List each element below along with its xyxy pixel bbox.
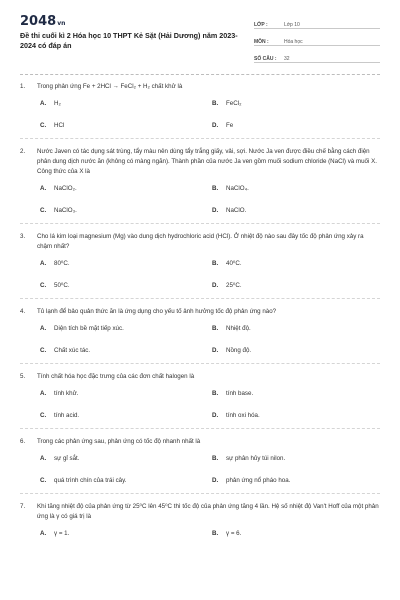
option-text: NaClO₄. [226,184,249,192]
answer-options [40,92,380,136]
answer-option[interactable] [40,92,212,114]
answer-options [40,317,380,361]
option-text: γ = 6. [226,529,242,537]
answer-option[interactable] [212,404,362,426]
question-text-row [20,307,380,317]
option-letter: A. [40,184,47,192]
answer-options [40,382,380,426]
site-logo[interactable] [20,14,65,29]
question-divider [20,223,380,224]
question-number: 4. [20,308,26,315]
question-divider [20,493,380,494]
question-number: 7. [20,503,26,510]
question-text-row [20,372,380,382]
option-text: NaClO₃. [54,206,77,214]
answer-options [40,177,380,221]
option-letter: B. [212,529,219,537]
answer-option[interactable] [40,274,212,296]
answer-options [40,447,380,491]
option-text: phản ứng nổ pháo hoa. [226,476,291,484]
question-list [0,80,400,544]
answer-option[interactable] [40,177,212,199]
answer-option[interactable] [212,252,362,274]
answer-options [40,522,380,544]
answer-option[interactable] [40,339,212,361]
option-letter: C. [40,476,47,484]
question-number: 3. [20,233,26,240]
question-item [0,435,400,491]
answer-option[interactable] [40,447,212,469]
option-text: 80⁰C. [54,259,70,267]
logo-suffix: vn [57,20,66,27]
question-number: 1. [20,83,26,90]
answer-option[interactable] [40,469,212,491]
option-letter: C. [40,346,47,354]
option-text: tính acid. [54,411,80,419]
answer-option[interactable] [40,382,212,404]
option-text: quá trình chín của trái cây. [54,476,127,484]
answer-option[interactable] [40,114,212,136]
count-label: SỐ CÂU : [254,56,277,62]
question-item [0,230,400,296]
option-letter: B. [212,454,219,462]
answer-option[interactable] [212,469,362,491]
count-row [254,49,380,63]
option-letter: A. [40,529,47,537]
option-letter: C. [40,206,47,214]
question-divider [20,298,380,299]
option-text: sự gỉ sắt. [54,454,80,462]
option-letter: B. [212,259,219,267]
answer-option[interactable] [40,252,212,274]
document-header [0,0,400,68]
question-text-row [20,232,380,252]
option-letter: D. [212,476,219,484]
answer-option[interactable] [212,317,362,339]
option-text: 25⁰C. [226,281,242,289]
question-number: 2. [20,148,26,155]
logo-text: 2048 [20,14,57,29]
option-text: 50⁰C. [54,281,70,289]
question-text: Tính chất hóa học đặc trưng của các đơn chất halogen là [37,373,195,380]
answer-option[interactable] [212,522,362,544]
answer-option[interactable] [212,177,362,199]
question-text-row [20,502,380,522]
option-text: Diện tích bề mặt tiếp xúc. [54,324,124,332]
question-item [0,500,400,544]
question-item [0,305,400,361]
option-text: Fe [226,121,234,129]
option-text: γ = 1. [54,529,70,537]
option-text: HCl [54,121,65,129]
option-text: tính base. [226,389,254,397]
option-letter: D. [212,121,219,129]
option-letter: A. [40,389,47,397]
answer-option[interactable] [212,199,362,221]
question-number: 6. [20,438,26,445]
option-text: Nhiệt độ. [226,324,251,332]
question-item [0,145,400,221]
document-title: Đề thi cuối kì 2 Hóa học 10 THPT Kẻ Sặt (Hải Dương) năm 2023-2024 có đáp án [20,31,238,50]
answer-option[interactable] [40,522,212,544]
question-text: Tủ lạnh để bảo quản thức ăn là ứng dụng cho yếu tố ảnh hưởng tốc độ phản ứng nào? [37,308,277,315]
option-letter: C. [40,411,47,419]
option-text: sự phân hủy túi nilon. [226,454,286,462]
question-text: Nước Javen có tác dụng sát trùng, tẩy màu nên dùng tẩy trắng giấy, vải, sợi. Nước Ja ven được điều chế bằng cách điện phân dung dịch nước ăn (không có màng ngăn). Thành phần của nước Ja ven gồm muối sodium chloride (NaCl) và muối X. Công thức của X là [37,148,377,175]
question-number: 5. [20,373,26,380]
answer-option[interactable] [212,114,362,136]
answer-option[interactable] [40,317,212,339]
answer-option[interactable] [40,199,212,221]
option-letter: A. [40,99,47,107]
option-text: Chất xúc tác. [54,346,91,354]
question-divider [20,138,380,139]
answer-options [40,252,380,296]
exam-info [254,15,380,66]
option-text: NaClO₂. [54,184,77,192]
class-row [254,15,380,29]
subject-row [254,32,380,46]
question-text-row [20,437,380,447]
option-text: FeCl₂ [226,99,242,107]
count-value: 32 [284,56,290,62]
option-letter: C. [40,121,47,129]
question-item [0,370,400,426]
question-text-row [20,82,380,92]
question-text: Cho lá kim loại magnesium (Mg) vào dung dịch hydrochloric acid (HCl). Ở nhiệt độ nào sau đây tốc độ phản ứng xảy ra chậm nhất? [37,233,364,250]
class-value: Lớp 10 [284,22,300,28]
answer-option[interactable] [212,339,362,361]
option-letter: D. [212,346,219,354]
answer-option[interactable] [40,404,212,426]
question-divider [20,363,380,364]
option-letter: B. [212,184,219,192]
question-item [0,80,400,136]
option-letter: A. [40,454,47,462]
option-letter: D. [212,206,219,214]
option-text: H₂ [54,99,61,107]
answer-option[interactable] [212,274,362,296]
question-text: Trong các phản ứng sau, phản ứng có tốc độ nhanh nhất là [37,438,201,445]
option-text: tính oxi hóa. [226,411,260,419]
option-text: Nồng độ. [226,346,252,354]
option-text: NaClO. [226,206,247,214]
option-text: tính khử. [54,389,79,397]
subject-value: Hóa học [284,39,303,45]
subject-label: MÔN : [254,39,269,45]
option-letter: A. [40,259,47,267]
question-text: Trong phản ứng Fe + 2HCl → FeCl₂ + H₂ chất khử là [37,83,183,90]
question-text: Khi tăng nhiệt độ của phản ứng từ 25⁰C lên 45⁰C thì tốc độ của phản ứng tăng 4 lần. Hệ số nhiệt độ Van't Hoff của một phản ứng là γ có giá trị là [37,503,379,520]
question-text-row [20,147,380,177]
answer-option[interactable] [212,447,362,469]
option-letter: D. [212,281,219,289]
option-letter: B. [212,99,219,107]
option-letter: A. [40,324,47,332]
header-divider [20,74,380,75]
class-label: LỚP : [254,22,268,28]
option-text: 40⁰C. [226,259,242,267]
option-letter: B. [212,389,219,397]
answer-option[interactable] [212,382,362,404]
question-divider [20,428,380,429]
answer-option[interactable] [212,92,362,114]
option-letter: D. [212,411,219,419]
option-letter: B. [212,324,219,332]
option-letter: C. [40,281,47,289]
